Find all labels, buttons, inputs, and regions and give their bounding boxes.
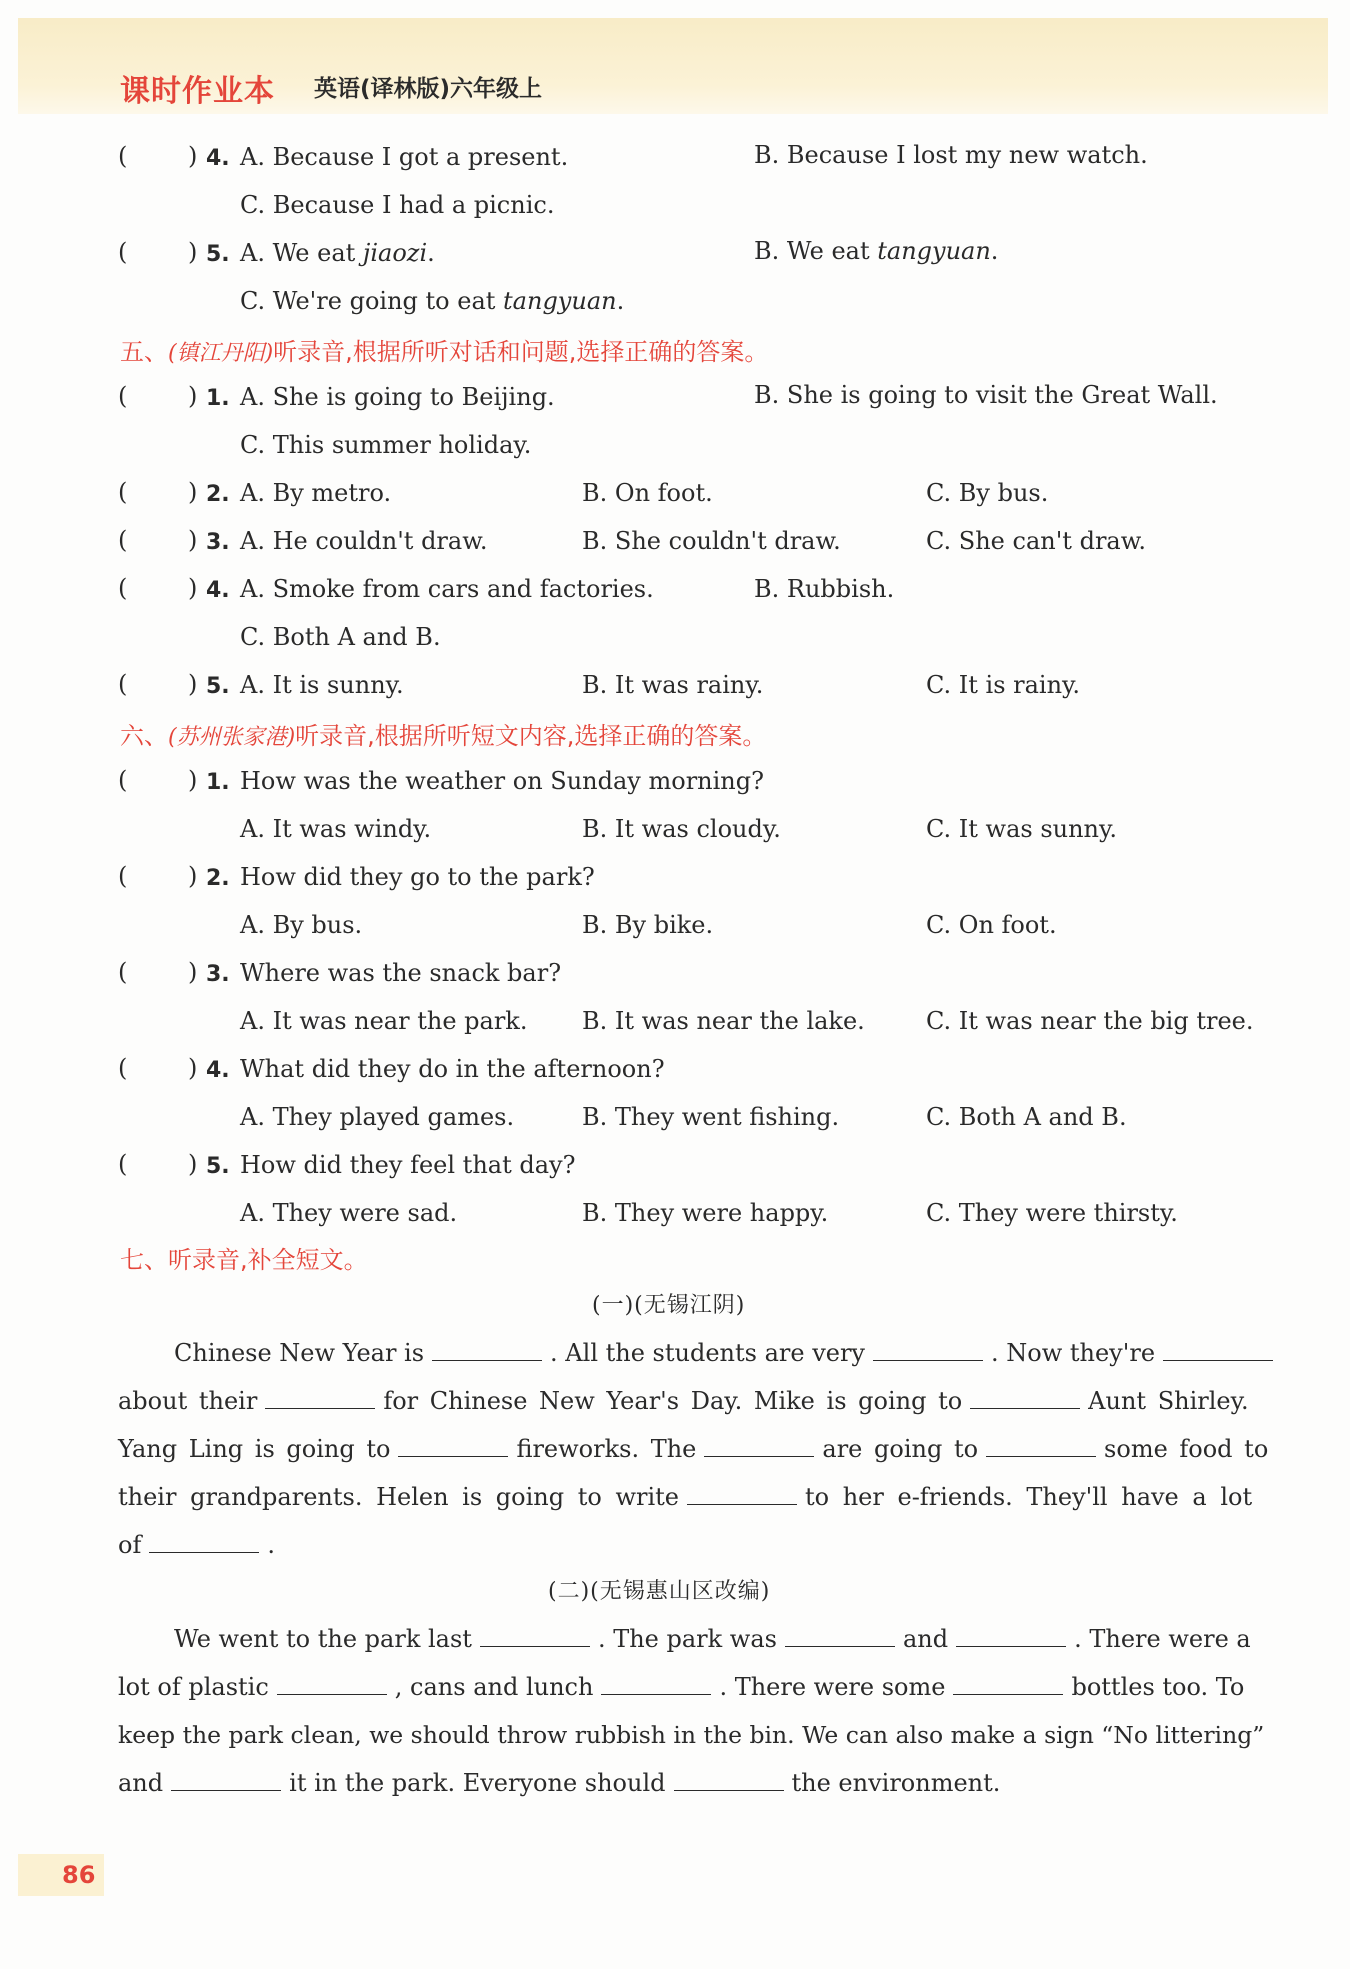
option-a: A. Smoke from cars and factories. xyxy=(240,575,654,603)
option-b: B. They went fishing. xyxy=(582,1103,840,1131)
option-b: B. On foot. xyxy=(582,479,713,507)
option-a: A. It was windy. xyxy=(240,815,432,843)
option-a: A. Because I got a present. xyxy=(240,143,569,171)
option-c: C. It was sunny. xyxy=(926,815,1118,843)
page-number: 86 xyxy=(18,1854,104,1896)
option-b: B. Rubbish. xyxy=(754,575,895,603)
answer-blank[interactable] xyxy=(986,1434,1096,1457)
book-subject: 英语(译林版)六年级上 xyxy=(314,76,543,102)
option-c: C. Both A and B. xyxy=(926,1103,1127,1131)
option-b: B. Because I lost my new watch. xyxy=(754,141,1148,169)
answer-blank[interactable] xyxy=(277,1672,387,1695)
option-c: C. They were thirsty. xyxy=(926,1199,1178,1227)
answer-blank[interactable] xyxy=(265,1386,375,1409)
answer-blank[interactable] xyxy=(1163,1338,1273,1361)
answer-blank[interactable] xyxy=(704,1434,814,1457)
option-b: B. We eat tangyuan. xyxy=(754,237,999,265)
question-text: Where was the snack bar? xyxy=(240,959,562,987)
option-b: B. They were happy. xyxy=(582,1199,829,1227)
option-b: B. It was cloudy. xyxy=(582,815,781,843)
answer-blank[interactable] xyxy=(171,1768,281,1791)
option-c: C. It is rainy. xyxy=(926,671,1081,699)
option-c: C. It was near the big tree. xyxy=(926,1007,1254,1035)
answer-blank[interactable] xyxy=(873,1338,983,1361)
option-b: B. She couldn't draw. xyxy=(582,527,841,555)
book-brand-title: 课时作业本 xyxy=(120,74,275,109)
question-text: How did they go to the park? xyxy=(240,863,595,891)
option-a: A. By bus. xyxy=(240,911,363,939)
option-b: B. It was near the lake. xyxy=(582,1007,865,1035)
section-5-heading: 五、(镇江丹阳)听录音,根据所听对话和问题,选择正确的答案。 xyxy=(120,338,769,366)
answer-blank[interactable] xyxy=(785,1624,895,1647)
option-a: A. She is going to Beijing. xyxy=(240,383,555,411)
option-a: A. It is sunny. xyxy=(240,671,404,699)
passage-1-heading: (一)(无锡江阴) xyxy=(592,1293,746,1318)
option-b: B. She is going to visit the Great Wall. xyxy=(754,381,1218,409)
option-b: B. By bike. xyxy=(582,911,714,939)
option-c: C. By bus. xyxy=(926,479,1049,507)
passage-2-heading: (二)(无锡惠山区改编) xyxy=(548,1579,771,1604)
section-7-heading: 七、听录音,补全短文。 xyxy=(120,1246,368,1274)
section-6-heading: 六、(苏州张家港)听录音,根据所听短文内容,选择正确的答案。 xyxy=(120,722,767,750)
option-c: C. Both A and B. xyxy=(240,623,441,651)
answer-blank[interactable] xyxy=(674,1768,784,1791)
answer-blank[interactable] xyxy=(687,1482,797,1505)
option-a: A. It was near the park. xyxy=(240,1007,528,1035)
option-a: A. They played games. xyxy=(240,1103,515,1131)
question-text: How was the weather on Sunday morning? xyxy=(240,767,764,795)
option-a: A. By metro. xyxy=(240,479,392,507)
option-c: C. Because I had a picnic. xyxy=(240,191,555,219)
question-text: What did they do in the afternoon? xyxy=(240,1055,665,1083)
option-c: C. This summer holiday. xyxy=(240,431,532,459)
answer-blank[interactable] xyxy=(601,1672,711,1695)
option-a: A. They were sad. xyxy=(240,1199,458,1227)
option-b: B. It was rainy. xyxy=(582,671,764,699)
option-c: C. We're going to eat tangyuan. xyxy=(240,287,625,315)
answer-blank[interactable] xyxy=(149,1530,259,1553)
answer-blank[interactable] xyxy=(956,1624,1066,1647)
answer-blank[interactable] xyxy=(970,1386,1080,1409)
option-c: C. She can't draw. xyxy=(926,527,1147,555)
answer-blank[interactable] xyxy=(480,1624,590,1647)
answer-blank[interactable] xyxy=(398,1434,508,1457)
answer-blank[interactable] xyxy=(953,1672,1063,1695)
option-c: C. On foot. xyxy=(926,911,1057,939)
option-a: A. He couldn't draw. xyxy=(240,527,488,555)
question-text: How did they feel that day? xyxy=(240,1151,576,1179)
answer-blank[interactable] xyxy=(432,1338,542,1361)
option-a: A. We eat jiaozi. xyxy=(240,239,435,267)
